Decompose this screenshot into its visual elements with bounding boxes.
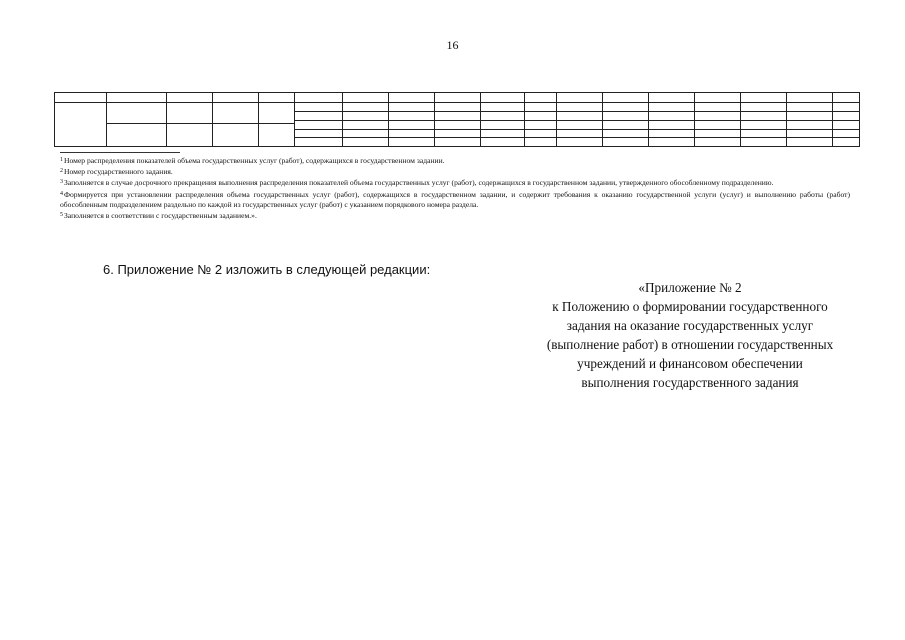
table-rule	[212, 92, 213, 146]
table-rule	[342, 92, 343, 146]
appendix-line: учреждений и финансовом обеспечении	[577, 356, 803, 371]
table-rule	[294, 111, 860, 112]
table-rule	[294, 137, 860, 138]
footnotes	[60, 152, 850, 221]
table-rule	[106, 92, 107, 146]
table-rule	[54, 92, 55, 146]
appendix-line: (выполнение работ) в отношении государственных	[546, 337, 834, 352]
page-number: 16	[446, 38, 459, 52]
table-rule	[524, 92, 525, 146]
appendix-line: к Положению о формировании государственного	[552, 299, 828, 314]
footnote: $^4$Формируется при установлении распределения объема государственных услуг (работ), содержащихся в государственном задании, и содержит требования к оказанию государственной услуги (услуг) и выполнению работы (работ) обособленным подразделением раздельно по каждой из государственных услуг (работ) с указанием порядкового номера раздела.	[60, 189, 850, 209]
table-rule	[294, 120, 860, 121]
table-rule	[648, 92, 649, 146]
table-rule	[106, 123, 294, 124]
table-rule	[166, 92, 167, 146]
table-rule	[54, 146, 860, 147]
table-rule	[258, 92, 259, 146]
footnote: $^2$Номер государственного задания.	[60, 167, 173, 177]
table-rule	[859, 92, 860, 146]
appendix-heading	[520, 278, 860, 392]
table-rule	[786, 92, 787, 146]
table-rule	[694, 92, 695, 146]
table-rule	[294, 129, 860, 130]
table-rule	[556, 92, 557, 146]
table-rule	[832, 92, 833, 146]
footnote-separator	[60, 152, 180, 153]
appendix-line: «Приложение № 2	[638, 280, 742, 295]
table-rule	[294, 92, 295, 146]
table-rule	[388, 92, 389, 146]
footnote: $^1$Номер распределения показателей объема государственных услуг (работ), содержащихся в государственном задании.	[60, 156, 445, 165]
table-rule	[434, 92, 435, 146]
appendix-line: выполнения государственного задания	[581, 375, 799, 390]
appendix-line: задания на оказание государственных услуг	[566, 318, 814, 333]
amendment-instruction: 6. Приложение № 2 изложить в следующей редакции:	[103, 262, 431, 277]
table-rule	[740, 92, 741, 146]
table-rule	[602, 92, 603, 146]
footnote: $^3$Заполняется в случае досрочного прекращения выполнения распределения показателей объема государственных услуг (работ), содержащихся в государственном задании, утвержденного обособленному подразделению.	[60, 178, 774, 188]
empty-table	[54, 92, 860, 146]
table-rule	[480, 92, 481, 146]
footnote: $^5$Заполняется в соответствии с государственным заданием.».	[60, 211, 257, 221]
